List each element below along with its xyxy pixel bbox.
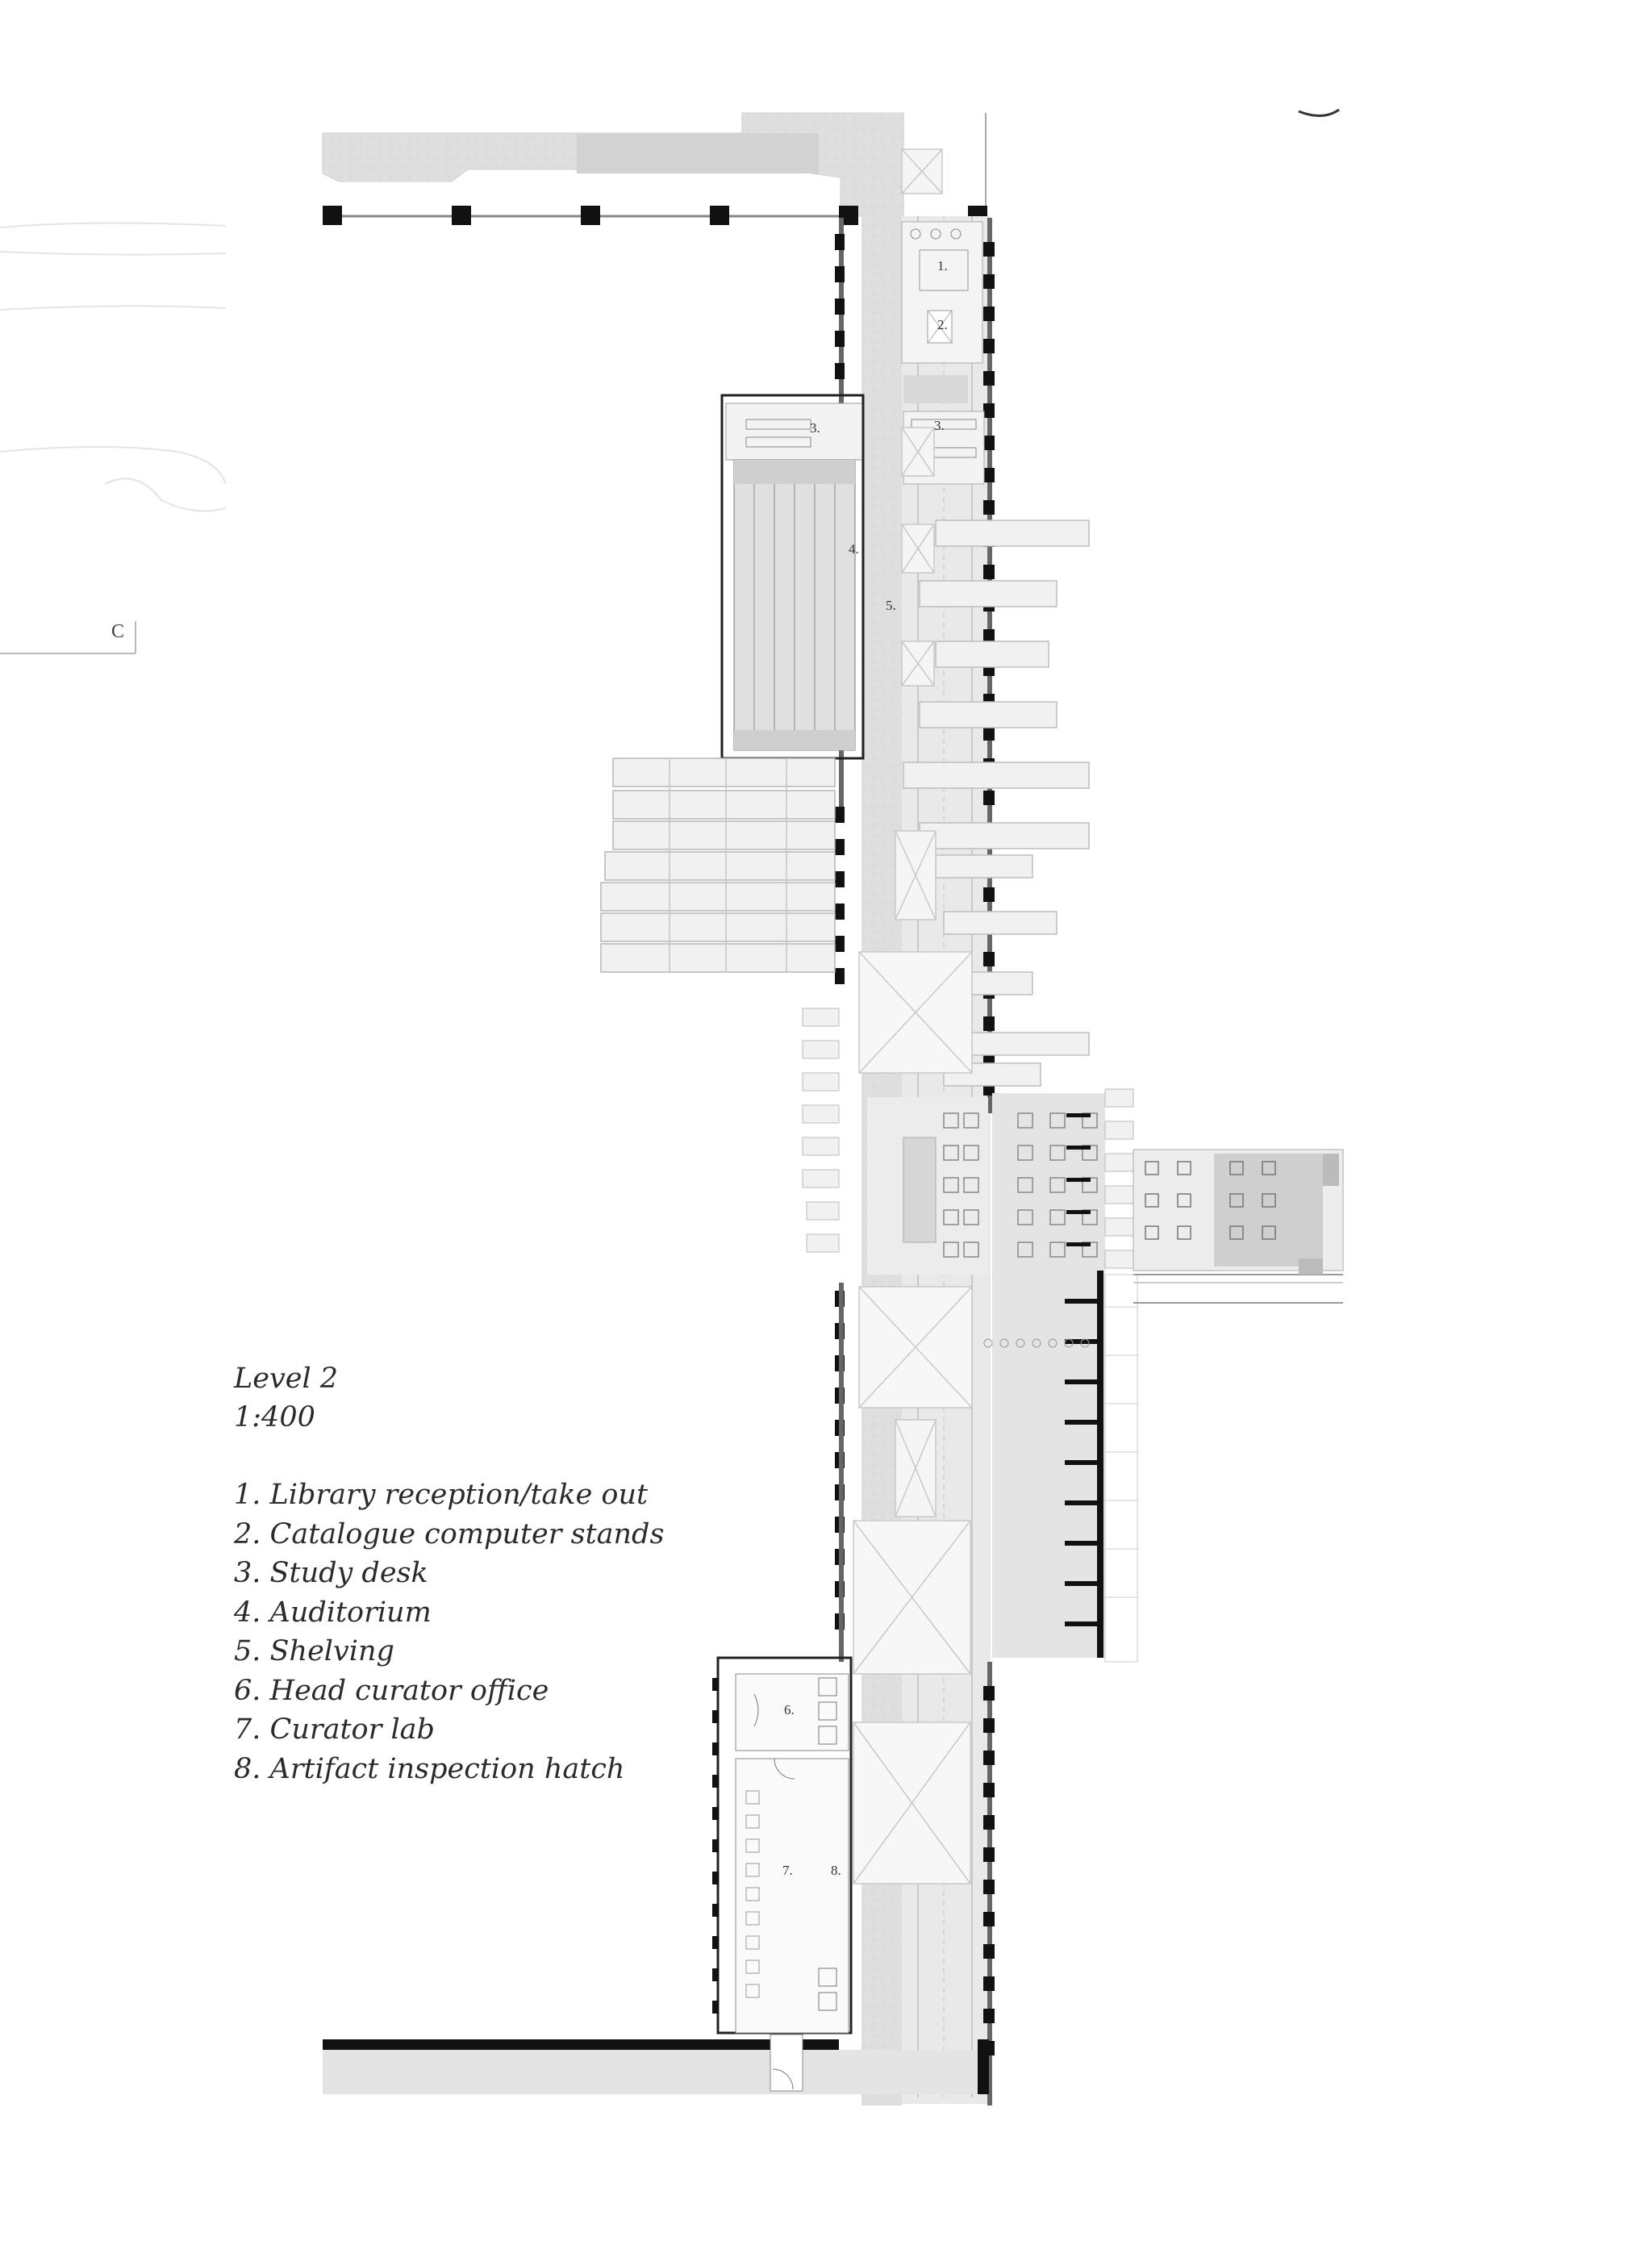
- legend-item: 7. Curator lab: [234, 1713, 435, 1746]
- legend-item: 5. Shelving: [234, 1635, 394, 1667]
- label-curator-office: 6.: [784, 1702, 795, 1717]
- label-curator-lab: 7.: [782, 1863, 793, 1878]
- label-auditorium: 4.: [849, 541, 859, 557]
- shelving-west: [601, 758, 835, 972]
- plan-legend: [234, 1359, 664, 1788]
- legend-items: [234, 1475, 664, 1788]
- label-catalogue: 2.: [937, 317, 948, 332]
- label-study-a: 3.: [810, 420, 820, 436]
- east-terrace: [1133, 1150, 1343, 1303]
- section-marker-c: C: [111, 621, 125, 642]
- context-traces: [0, 223, 226, 511]
- scale-label: 1:400: [234, 1401, 315, 1434]
- legend-item: 6. Head curator office: [234, 1674, 549, 1707]
- level-title: Level 2: [234, 1363, 339, 1395]
- curator-wing: [712, 1658, 851, 2033]
- legend-item: 8. Artifact inspection hatch: [234, 1752, 625, 1785]
- label-study-b: 3.: [934, 418, 945, 433]
- label-shelving: 5.: [886, 598, 896, 613]
- legend-item: 4. Auditorium: [234, 1596, 432, 1629]
- legend-item: 2. Catalogue computer stands: [234, 1517, 665, 1550]
- label-reception: 1.: [937, 258, 948, 273]
- label-inspection-hatch: 8.: [831, 1863, 841, 1878]
- legend-item: 3. Study desk: [234, 1557, 428, 1589]
- existing-building-top: [323, 110, 1339, 225]
- legend-item: 1. Library reception/take out: [234, 1479, 649, 1511]
